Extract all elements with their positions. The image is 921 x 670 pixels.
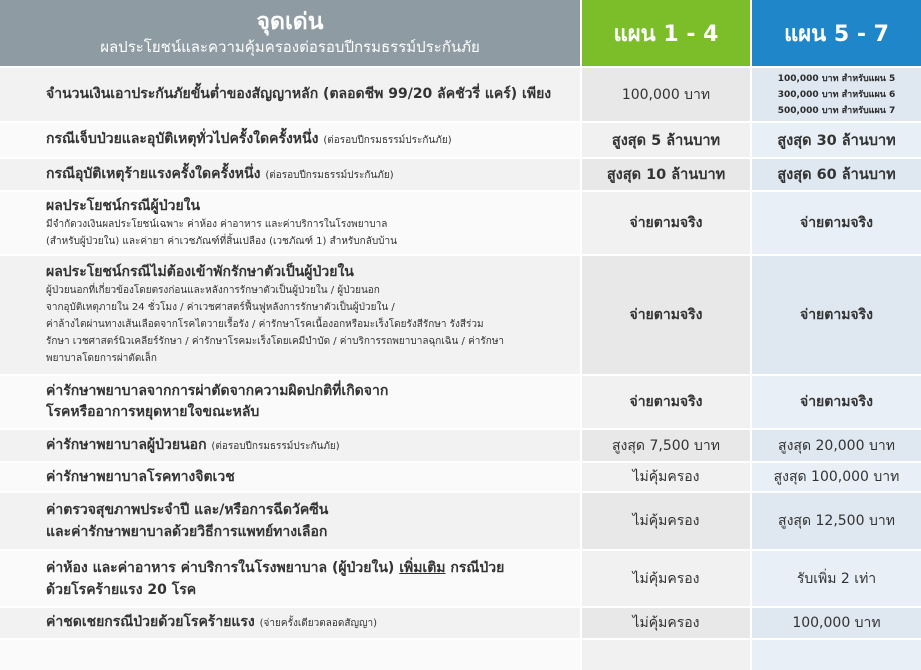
row-label-text: กรณีเจ็บป่วยและอุบัติเหตุทั่วไปครั้งใดครั้งหนึ่ง xyxy=(46,131,319,147)
header-plan-5-7: แผน 5 - 7 xyxy=(752,0,921,66)
row-label xyxy=(46,613,377,633)
row-label-block xyxy=(46,197,397,250)
row-label: โรคหรืออาการหยุดหายใจขณะหลับ xyxy=(46,404,260,420)
row-label xyxy=(46,130,452,150)
table-row xyxy=(0,192,921,254)
table-footer-strip xyxy=(0,640,921,670)
plan-a-value: สูงสุด 10 ล้านบาท xyxy=(606,167,726,183)
plan-b-value: จ่ายตามจริง xyxy=(799,394,873,410)
plan-a-value: จ่ายตามจริง xyxy=(629,307,703,323)
plan-a-value: ไม่คุ้มครอง xyxy=(632,513,700,529)
row-label-text: กรณีอุบัติเหตุร้ายแรงครั้งใดครั้งหนึ่ง xyxy=(46,165,261,182)
table-row xyxy=(0,463,921,491)
row-label xyxy=(46,165,394,185)
plan-b-value: สูงสุด 60 ล้านบาท xyxy=(777,167,896,183)
row-label-text: ค่าห้อง และค่าอาหาร ค่าบริการในโรงพยาบาล (ผู้ป่วยใน) xyxy=(46,559,395,576)
plan-b-value: สูงสุด 100,000 บาท xyxy=(773,469,900,485)
row-label: จำนวนเงินเอาประกันภัยขั้นต่ำของสัญญาหลัก (ตลอดชีพ 99/20 ลัคชัวรี่ แคร์) เพียง xyxy=(46,86,552,102)
plan-b-line: 500,000 บาท สำหรับแผน 7 xyxy=(777,105,896,116)
table-row xyxy=(0,493,921,549)
plan-b-value xyxy=(778,71,896,119)
row-label: ค่ารักษาพยาบาลโรคทางจิตเวช xyxy=(46,468,235,485)
row-sub: (สำหรับผู้ป่วยใน) และค่ายา ค่าเวชภัณฑ์ที่สิ้นเปลือง (เวชภัณฑ์ 1) สำหรับกลับบ้าน xyxy=(46,235,397,247)
table-row xyxy=(0,68,921,121)
plan-b-value: 100,000 บาท xyxy=(792,615,881,631)
table-row xyxy=(0,376,921,428)
table-row xyxy=(0,159,921,190)
row-label-note: (ต่อรอบปีกรมธรรม์ประกันภัย) xyxy=(265,169,394,181)
plan-a-value: ไม่คุ้มครอง xyxy=(632,469,700,485)
plan-a-value: 100,000 บาท xyxy=(621,86,711,103)
row-label: และค่ารักษาพยาบาลด้วยวิธีการแพทย์ทางเลือก xyxy=(46,524,328,540)
plan-a-value: จ่ายตามจริง xyxy=(629,215,703,231)
row-label: ด้วยโรคร้ายแรง 20 โรค xyxy=(46,581,197,598)
row-label xyxy=(46,557,504,579)
header-highlights xyxy=(0,0,580,66)
plan-b-value: จ่ายตามจริง xyxy=(799,307,873,323)
row-label-block xyxy=(46,263,504,367)
header-plan-1-4: แผน 1 - 4 xyxy=(582,0,750,66)
plan-a-value: ไม่คุ้มครอง xyxy=(632,570,700,587)
row-label: ผลประโยชน์กรณีไม่ต้องเข้าพักรักษาตัวเป็นผู้ป่วยใน xyxy=(46,264,354,280)
row-sub: จากอุบัติเหตุภายใน 24 ชั่วโมง / ค่าเวชศาสตร์ฟื้นฟูหลังการรักษาตัวเป็นผู้ป่วยใน / xyxy=(46,302,395,313)
plan-b-line: 300,000 บาท สำหรับแผน 6 xyxy=(777,89,896,100)
plan-a-value: สูงสุด 7,500 บาท xyxy=(612,437,720,454)
row-label-note: (ต่อรอบปีกรมธรรม์ประกันภัย) xyxy=(323,135,452,146)
row-label-note: (จ่ายครั้งเดียวตลอดสัญญา) xyxy=(259,618,378,629)
row-sub: ค่าล้างไตผ่านทางเส้นเลือดจากโรคไตวายเรื้อรัง / ค่ารักษาโรคเนื้องอกหรือมะเร็งโดยรังสีรักษา รังสีร่วม xyxy=(46,319,484,330)
row-label-block xyxy=(46,381,388,423)
plan-b-line: 100,000 บาท สำหรับแผน 5 xyxy=(777,73,896,84)
row-sub: พยาบาลโดยการผ่าตัดเล็ก xyxy=(46,353,157,364)
plan-b-value: จ่ายตามจริง xyxy=(799,215,873,231)
row-label: ค่าตรวจสุขภาพประจำปี และ/หรือการฉีดวัคซีน xyxy=(46,502,329,518)
plan-b-value: สูงสุด 20,000 บาท xyxy=(778,437,895,454)
plan-b-value: สูงสุด 12,500 บาท xyxy=(778,513,895,529)
row-label: ค่ารักษาพยาบาลจากการผ่าตัดจากความผิดปกติที่เกิดจาก xyxy=(46,383,389,399)
plan-b-value: รับเพิ่ม 2 เท่า xyxy=(796,570,877,587)
header-title: จุดเด่น xyxy=(256,9,324,35)
table-row xyxy=(0,608,921,638)
plan-a-value: ไม่คุ้มครอง xyxy=(632,615,700,631)
row-label-text: ค่าชดเชยกรณีป่วยด้วยโรคร้ายแรง xyxy=(46,614,255,630)
row-sub: ผู้ป่วยนอกที่เกี่ยวข้องโดยตรงก่อนและหลังการรักษาตัวเป็นผู้ป่วยใน / ผู้ป่วยนอก xyxy=(46,285,380,296)
row-sub: รักษา เวชศาสตร์นิวเคลียร์รักษา / ค่ารักษาโรคมะเร็งโดยเคมีบำบัด / ค่าบริการรถพยาบาลฉุกเฉิน / ค่ารักษา xyxy=(46,336,505,347)
row-label-text: ค่ารักษาพยาบาลผู้ป่วยนอก xyxy=(46,436,207,453)
plan-a-value: จ่ายตามจริง xyxy=(629,394,703,410)
plan-b-value: สูงสุด 30 ล้านบาท xyxy=(777,132,896,149)
table-row xyxy=(0,430,921,461)
table-row xyxy=(0,551,921,606)
header-subtitle: ผลประโยชน์และความคุ้มครองต่อรอบปีกรมธรรม์ประกันภัย xyxy=(100,38,480,56)
row-label-block xyxy=(46,557,504,601)
row-label xyxy=(46,436,340,456)
table-row xyxy=(0,256,921,374)
table-row xyxy=(0,123,921,157)
row-label-block xyxy=(46,499,328,543)
row-label: ผลประโยชน์กรณีผู้ป่วยใน xyxy=(46,197,201,214)
row-label-text: กรณีป่วย xyxy=(450,559,505,576)
plan-a-value: สูงสุด 5 ล้านบาท xyxy=(611,132,721,149)
row-label-note: (ต่อรอบปีกรมธรรม์ประกันภัย) xyxy=(211,440,340,452)
row-sub: มีจำกัดวงเงินผลประโยชน์เฉพาะ ค่าห้อง ค่าอาหาร และค่าบริการในโรงพยาบาล xyxy=(46,218,388,230)
row-label-emphasis: เพิ่มเติม xyxy=(399,559,446,576)
